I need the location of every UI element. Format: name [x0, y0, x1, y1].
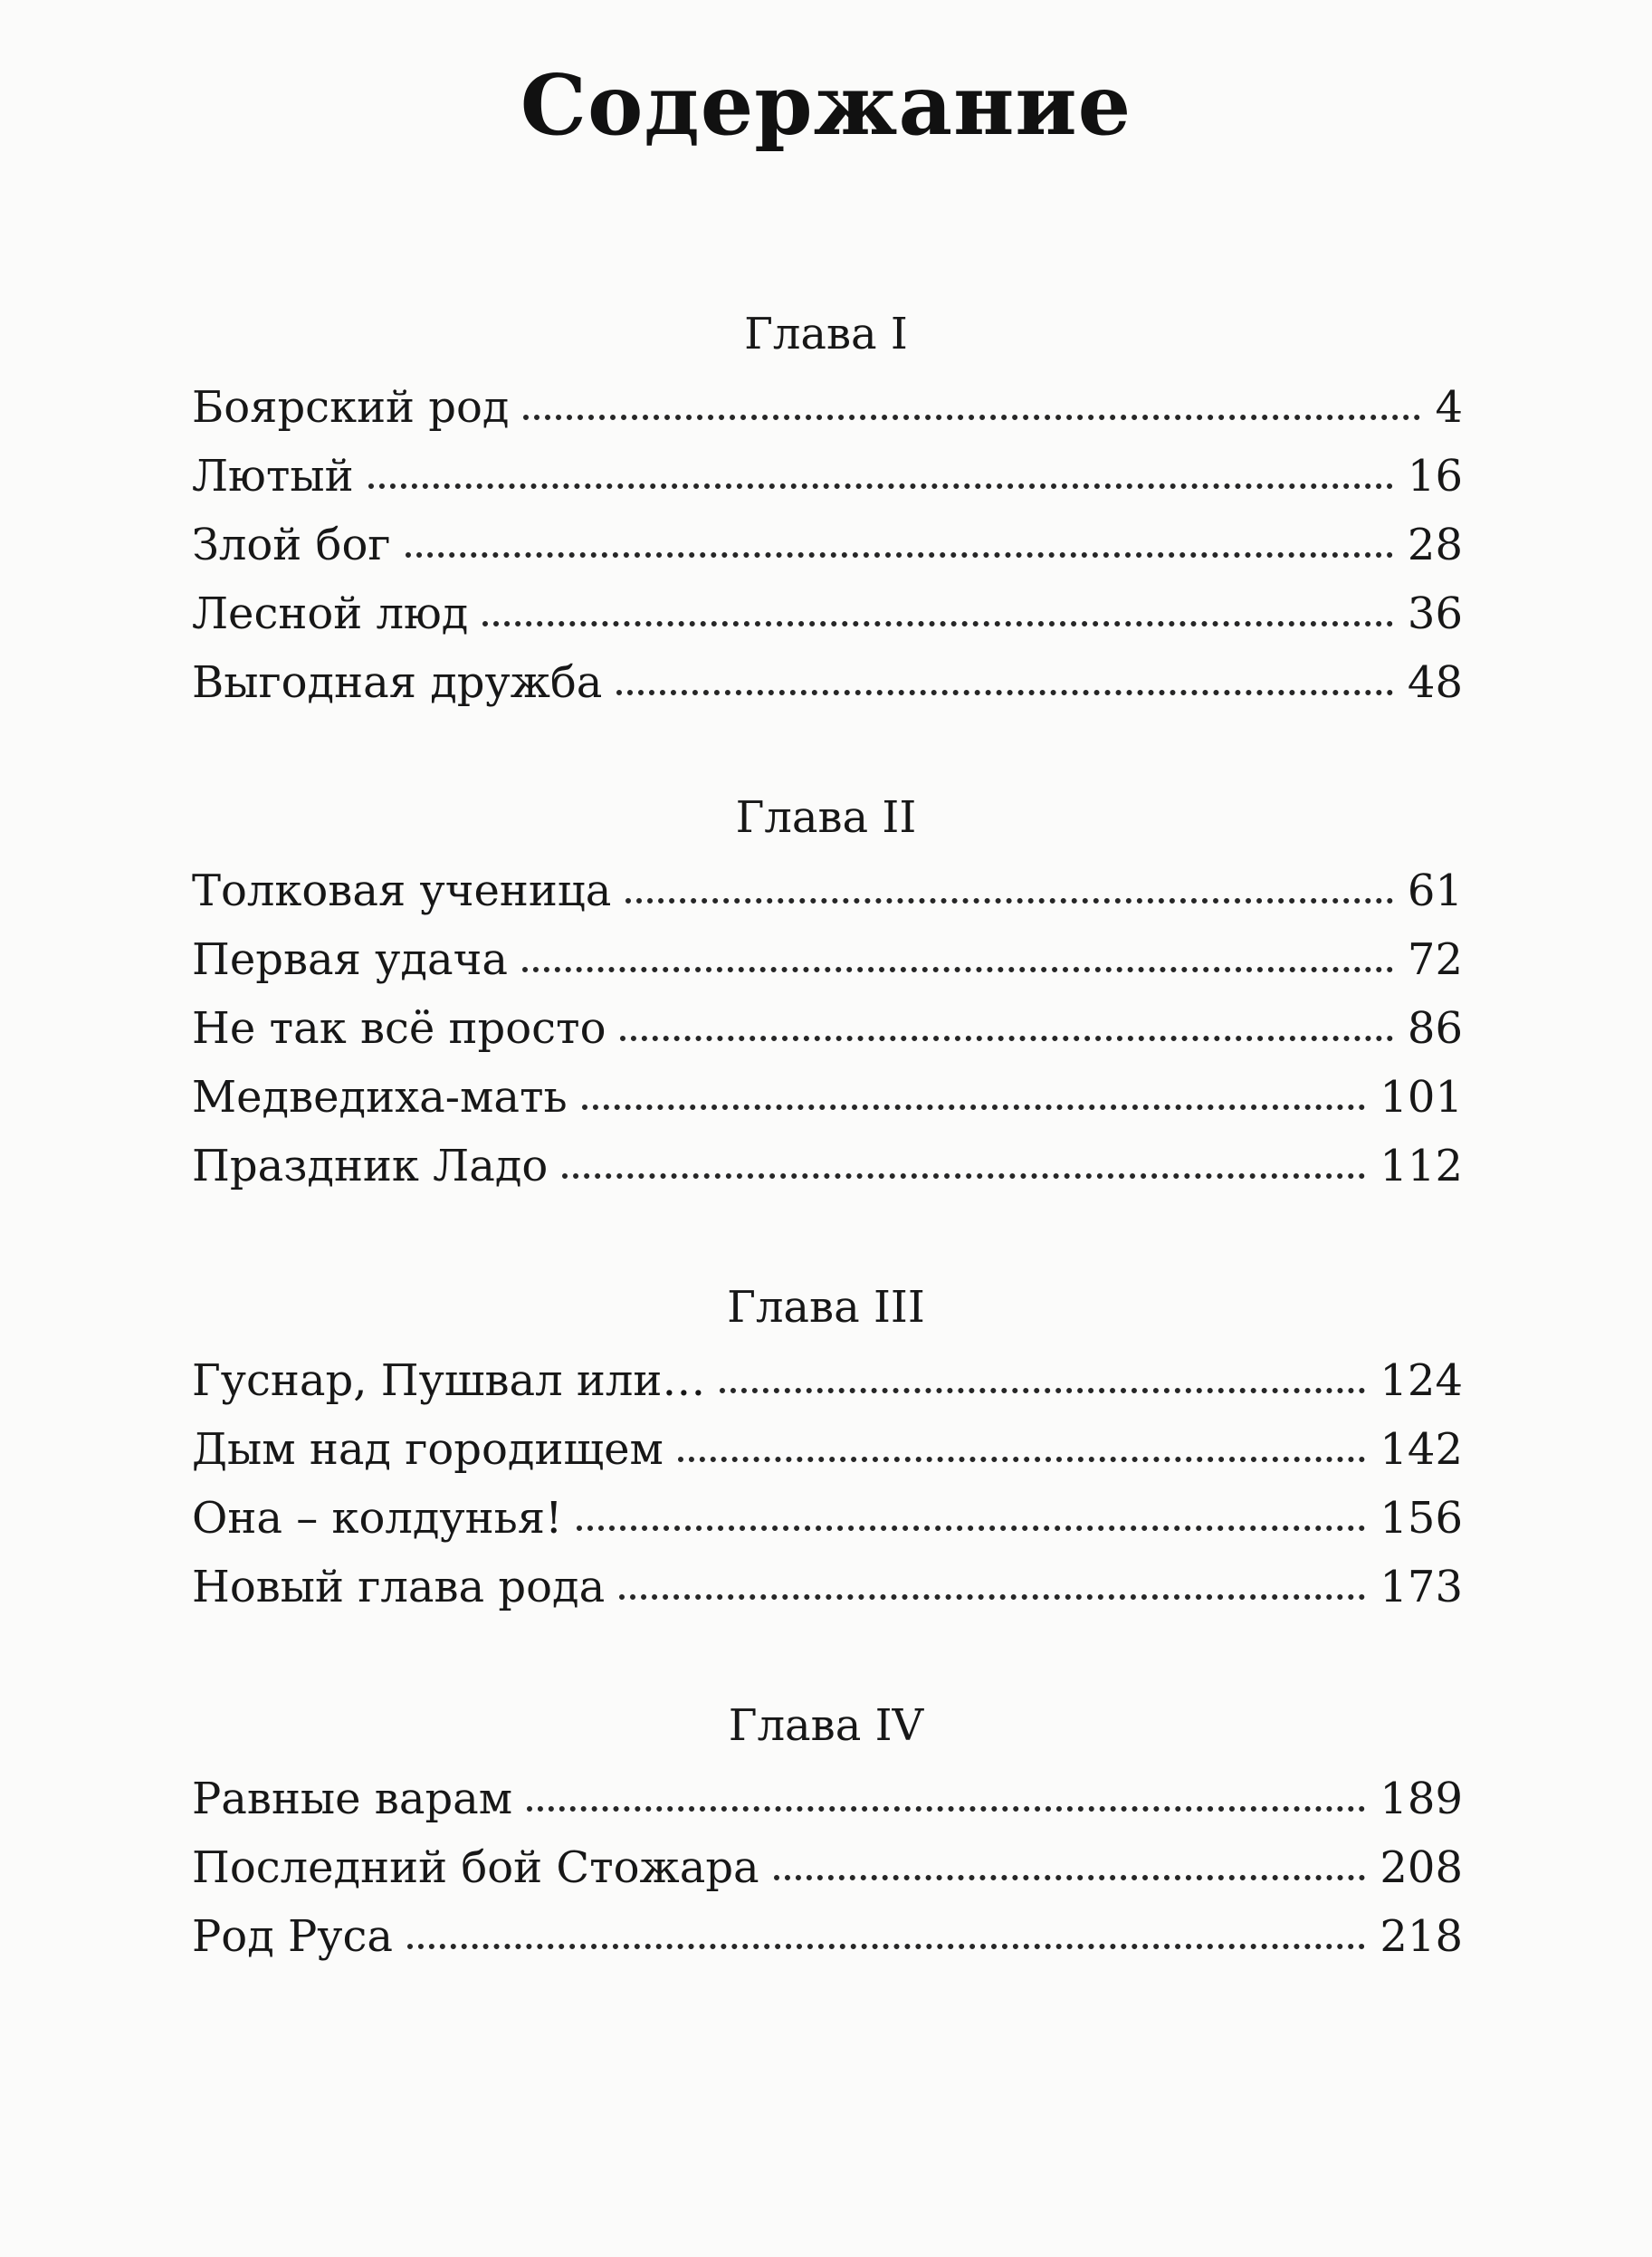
dot-leader	[774, 1875, 1366, 1880]
entry-title: Боярский род	[192, 382, 510, 433]
entry-title: Первая удача	[192, 934, 508, 985]
chapter-heading: Глава II	[735, 792, 917, 843]
dot-leader	[562, 1173, 1365, 1179]
toc-entry	[192, 1063, 1463, 1123]
page-number: 61	[1407, 866, 1463, 916]
entry-title: Лесной люд	[192, 588, 469, 639]
page-number: 189	[1380, 1774, 1463, 1824]
dot-leader	[625, 898, 1393, 904]
entry-title: Злой бог	[192, 520, 391, 570]
entry-title: Медведиха-мать	[192, 1072, 568, 1123]
page-number: 208	[1380, 1842, 1463, 1893]
chapter-heading: Глава III	[727, 1282, 925, 1333]
dot-leader	[616, 690, 1393, 695]
dot-leader	[582, 1105, 1366, 1110]
dot-leader	[678, 1457, 1366, 1462]
toc-entry	[192, 994, 1463, 1054]
toc-entry	[192, 1902, 1463, 1962]
page-number: 36	[1407, 588, 1463, 639]
toc-entry	[192, 442, 1463, 502]
entry-title: Последний бой Стожара	[192, 1842, 759, 1893]
dot-leader	[577, 1525, 1365, 1531]
dot-leader	[620, 1036, 1392, 1041]
dot-leader	[720, 1388, 1365, 1393]
toc-entry	[192, 1484, 1463, 1544]
toc-entry	[192, 1346, 1463, 1406]
dot-leader	[523, 415, 1420, 420]
toc-entry	[192, 511, 1463, 570]
dot-leader	[368, 483, 1393, 489]
toc-entry	[192, 1132, 1463, 1191]
entry-title: Дым над городищем	[192, 1424, 664, 1475]
dot-leader	[482, 621, 1393, 626]
dot-leader	[406, 552, 1393, 558]
entry-title: Она – колдунья!	[192, 1493, 563, 1544]
page-number: 72	[1407, 934, 1463, 985]
page-number: 218	[1380, 1911, 1463, 1962]
entry-title: Новый глава рода	[192, 1562, 606, 1612]
entry-title: Толковая ученица	[192, 866, 612, 916]
page-number: 112	[1380, 1141, 1463, 1191]
page-number: 28	[1407, 520, 1463, 570]
entry-title: Не так всё просто	[192, 1003, 606, 1054]
toc-entry	[192, 1833, 1463, 1893]
entry-title: Выгодная дружба	[192, 657, 603, 708]
toc-entry	[192, 648, 1463, 708]
dot-leader	[407, 1944, 1365, 1949]
page-number: 86	[1407, 1003, 1463, 1054]
toc-entry	[192, 925, 1463, 985]
toc-entry	[192, 1764, 1463, 1824]
entry-title: Равные варам	[192, 1774, 513, 1824]
toc-entry	[192, 1415, 1463, 1475]
page-number: 16	[1407, 451, 1463, 502]
entry-title: Лютый	[192, 451, 354, 502]
toc-entry	[192, 856, 1463, 916]
toc-entry	[192, 1553, 1463, 1612]
page-number: 101	[1380, 1072, 1463, 1123]
page-number: 142	[1380, 1424, 1463, 1475]
entry-title: Гуснар, Пушвал или…	[192, 1355, 706, 1406]
chapter-heading: Глава I	[744, 309, 908, 359]
page-number: 124	[1380, 1355, 1463, 1406]
entry-title: Род Руса	[192, 1911, 394, 1962]
dot-leader	[619, 1594, 1365, 1600]
toc-entry	[192, 579, 1463, 639]
chapter-heading: Глава IV	[728, 1700, 924, 1751]
page-title: Содержание	[520, 56, 1132, 154]
toc-entry	[192, 373, 1463, 433]
page-number: 156	[1380, 1493, 1463, 1544]
dot-leader	[522, 967, 1393, 972]
dot-leader	[527, 1806, 1365, 1812]
page-number: 48	[1407, 657, 1463, 708]
page-number: 4	[1435, 382, 1463, 433]
page-number: 173	[1380, 1562, 1463, 1612]
entry-title: Праздник Ладо	[192, 1141, 549, 1191]
